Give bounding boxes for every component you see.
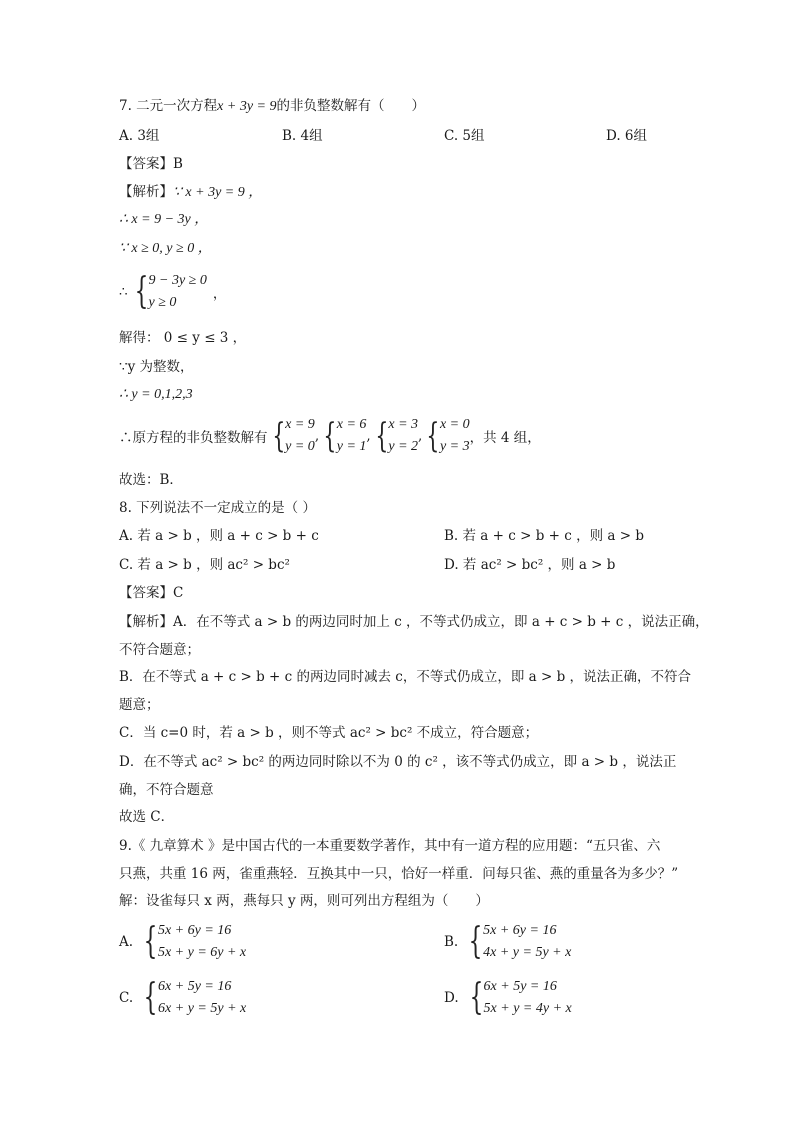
q7-stem [119, 97, 425, 116]
solution-x: x = 0 [439, 417, 470, 432]
analysis-label: 【解析】 [119, 184, 173, 200]
q9-stem-line-1: 9.《 九章算术 》是中国古代的一本重要数学著作，其中有一道方程的应用题：“五只雀、六 [119, 838, 661, 854]
solution-rows [388, 414, 418, 458]
q9-option-d [444, 976, 572, 1020]
system-rows [149, 270, 207, 314]
q8-option-a: A. 若 a > b ，则 a + c > b + c [119, 528, 319, 544]
brace: { [143, 977, 158, 1018]
q8-conclusion: 故选 C． [119, 809, 175, 825]
solutions-suffix: ，共 4 组， [469, 430, 541, 446]
system-row-2: y ≥ 0 [148, 295, 177, 310]
solution-x: x = 9 [285, 417, 315, 432]
system-row-1: 9 − 3y ≥ 0 [148, 273, 207, 288]
system-row-1: 6x + 5y = 16 [483, 979, 557, 994]
q8-analysis-line-6: D．在不等式 ac² > bc² 的两边同时除以不为 0 的 c² ，该不等式仍成立，即 a > b ，说法正 [119, 754, 677, 770]
comma: , [314, 428, 320, 444]
q7-analysis-step-3: ∵ x ≥ 0, y ≥ 0 ， [119, 241, 212, 256]
brace: { [323, 416, 337, 456]
system-row-1: 5x + 6y = 16 [483, 923, 557, 938]
system-rows [483, 920, 571, 964]
brace: { [271, 416, 285, 456]
q7-equation: x + 3y = 9 [217, 99, 277, 114]
brace: { [426, 416, 440, 456]
therefore-symbol: ∴ [119, 284, 128, 300]
brace: { [134, 271, 148, 312]
solution-y: y = 0 [285, 439, 315, 454]
solution-y: y = 3 [439, 439, 470, 454]
solution-y: y = 2 [388, 439, 419, 454]
q7-analysis-step-7: ∴ y = 0,1,2,3 [119, 387, 193, 402]
solution-rows [285, 414, 315, 458]
q9-stem-line-2: 只燕，共重 16 两，雀重燕轻．互换其中一只，恰好一样重．问每只雀、燕的重量各为多少？” [119, 866, 679, 882]
comma: , [366, 428, 371, 444]
comma: ， [212, 286, 227, 302]
q8-analysis-line-1: 【解析】A．在不等式 a > b 的两边同时加上 c ，不等式仍成立，即 a + c > b + c ，说法正确， [119, 614, 709, 630]
q7-stem-tail: 的非负整数解有（ ） [276, 98, 425, 114]
system-row-2: 4x + y = 5y + x [483, 945, 572, 960]
q8-analysis-line-7: 确，不符合题意 [119, 782, 214, 798]
solution-rows [337, 414, 367, 458]
q7-option-a: A. 3组 [119, 128, 160, 144]
solution-2 [319, 414, 371, 458]
system-row-2: 5x + y = 6y + x [157, 945, 247, 960]
q8-stem: 8. 下列说法不一定成立的是（ ） [119, 500, 316, 516]
solution-1 [268, 414, 320, 458]
system-rows [484, 976, 572, 1020]
q9-stem-line-3: 解：设雀每只 x 两，燕每只 y 两，则可列出方程组为（ ） [119, 893, 489, 909]
q7-option-b: B. 4组 [282, 128, 323, 144]
solutions-prefix: ∴原方程的非负整数解有 [119, 430, 268, 446]
q7-solutions [119, 414, 541, 458]
q9-option-b [444, 920, 571, 964]
q9-option-a [119, 920, 246, 964]
q8-option-c: C. 若 a > b ，则 ac² > bc² [119, 557, 290, 573]
q7-analysis-step-6: ∵y 为整数， [119, 359, 194, 375]
option-label: B. [444, 934, 459, 950]
q7-inequality-system [119, 270, 226, 314]
q7-option-c: C. 5组 [444, 128, 485, 144]
q7-analysis-step-5: 解得： 0 ≤ y ≤ 3 ， [119, 330, 247, 346]
system-row-2: 5x + y = 4y + x [483, 1001, 572, 1016]
q9-option-c [119, 976, 246, 1020]
brace: { [375, 416, 389, 456]
q8-option-b: B. 若 a + c > b + c ，则 a > b [444, 528, 644, 544]
q7-analysis-step-2: ∴ x = 9 − 3y ， [119, 212, 209, 227]
option-label: D. [444, 990, 459, 1006]
solution-rows [440, 414, 470, 458]
q8-answer: 【答案】C [119, 585, 184, 601]
solution-y: y = 1 [336, 439, 367, 454]
system-row-1: 5x + 6y = 16 [157, 923, 232, 938]
brace: { [468, 921, 483, 962]
q8-option-d: D. 若 ac² > bc² ，则 a > b [444, 557, 616, 573]
system-row-1: 6x + 5y = 16 [158, 979, 232, 994]
q8-analysis-line-3: B．在不等式 a + c > b + c 的两边同时减去 c，不等式仍成立，即 a > b ，说法正确，不符合 [119, 669, 692, 685]
solution-x: x = 6 [336, 417, 367, 432]
brace: { [143, 921, 158, 962]
system-row-2: 6x + y = 5y + x [158, 1001, 247, 1016]
solution-3 [371, 414, 423, 458]
option-label: A. [119, 934, 134, 950]
solution-4 [422, 414, 469, 458]
q8-analysis-line-4: 题意； [119, 697, 160, 713]
q8-analysis-line-5: C．当 c=0 时，若 a > b ，则不等式 ac² > bc² 不成立，符合题意； [119, 725, 539, 741]
q7-conclusion: 故选：B． [119, 472, 183, 488]
comma: , [418, 428, 423, 444]
system-rows [158, 920, 246, 964]
option-label: C. [119, 990, 134, 1006]
q7-analysis-step-1 [119, 183, 262, 202]
brace: { [469, 977, 483, 1018]
q8-analysis-line-2: 不符合题意； [119, 642, 200, 658]
q7-number: 7. 二元一次方程 [119, 98, 218, 114]
solution-x: x = 3 [388, 417, 419, 432]
q7-option-d: D. 6组 [606, 128, 648, 144]
q7-answer: 【答案】B [119, 156, 183, 172]
q7-step-1-text: ∵ x + 3y = 9 ， [173, 185, 263, 200]
system-rows [158, 976, 246, 1020]
